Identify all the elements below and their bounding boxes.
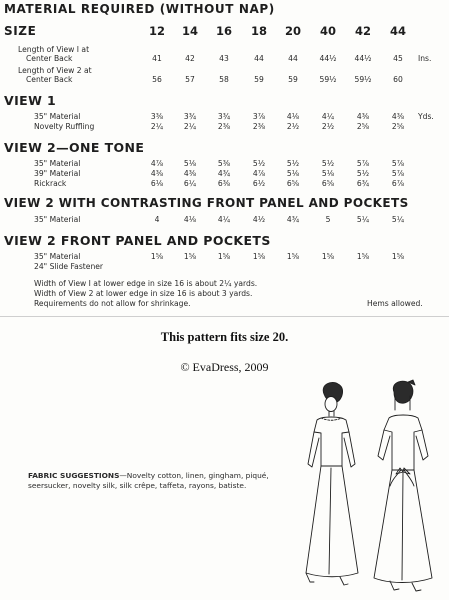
view1-ruffling-value: 2½ <box>321 122 335 131</box>
view1-material-label: 35" Material <box>34 112 81 121</box>
view2-material39-label: 39" Material <box>34 169 81 178</box>
view2-contrast-heading: VIEW 2 WITH CONTRASTING FRONT PANEL AND POCKETS <box>4 196 409 210</box>
view2-contrast-value: 4 <box>154 215 160 224</box>
view2-rickrack-value: 6½ <box>252 179 266 188</box>
size-col-18: 18 <box>250 24 268 38</box>
length-view2-value: 60 <box>393 75 403 84</box>
view2-material35-value: 5½ <box>252 159 266 168</box>
view2-material39-value: 4⅜ <box>183 169 197 178</box>
figure-back-view <box>374 380 432 591</box>
note-line-1: Width of View I at lower edge in size 16 is about 2¼ yards. <box>34 279 258 288</box>
size-col-20: 20 <box>284 24 302 38</box>
view2-material35-value: 5½ <box>321 159 335 168</box>
fit-note: This pattern fits size 20. <box>160 330 289 344</box>
view2-rickrack-label: Rickrack <box>34 179 67 188</box>
view2-panel-value: 1⅝ <box>286 252 300 261</box>
view2-material35-value: 5⅞ <box>391 159 405 168</box>
view2-panel-value: 1⅝ <box>252 252 266 261</box>
length-unit: Ins. <box>418 54 432 63</box>
view1-material-value: 3⅞ <box>252 112 266 121</box>
length-view1-value: 43 <box>219 54 229 63</box>
length-view2-label-1: Length of View 2 at <box>18 66 92 75</box>
view2-panel-heading: VIEW 2 FRONT PANEL AND POCKETS <box>4 233 271 248</box>
length-view1-label-1: Length of View I at <box>18 45 90 54</box>
view2-rickrack-value: 6⅝ <box>286 179 300 188</box>
view2-material35-value: 5⅛ <box>183 159 197 168</box>
figure-front-view <box>306 382 358 585</box>
copyright: © EvaDress, 2009 <box>180 360 269 374</box>
view2-contrast-label: 35" Material <box>34 215 81 224</box>
view2-contrast-value: 5 <box>325 215 331 224</box>
length-view1-label-2: Center Back <box>26 54 73 63</box>
view2-material39-value: 4⅜ <box>150 169 164 178</box>
size-col-44: 44 <box>389 24 407 38</box>
size-col-16: 16 <box>215 24 233 38</box>
length-view2-value: 59½ <box>319 75 337 84</box>
view2-panel-value: 1⅝ <box>321 252 335 261</box>
divider <box>0 316 449 317</box>
length-view1-value: 42 <box>185 54 195 63</box>
view1-ruffling-value: 2⅜ <box>217 122 231 131</box>
view2-material39-value: 4⅞ <box>252 169 266 178</box>
size-col-40: 40 <box>319 24 337 38</box>
view1-material-value: 4¼ <box>321 112 335 121</box>
size-col-14: 14 <box>181 24 199 38</box>
size-col-42: 42 <box>354 24 372 38</box>
view2-panel-value: 1⅝ <box>217 252 231 261</box>
length-view2-value: 59½ <box>354 75 372 84</box>
note-line-3: Requirements do not allow for shrinkage. <box>34 299 191 308</box>
view2-rickrack-value: 6¼ <box>183 179 197 188</box>
view2-rickrack-value: 6⅝ <box>321 179 335 188</box>
view1-ruffling-value: 2¼ <box>150 122 164 131</box>
view2-material39-value: 5⅛ <box>286 169 300 178</box>
length-view1-value: 45 <box>393 54 403 63</box>
view1-material-value: 3⅜ <box>150 112 164 121</box>
view1-material-value: 3¾ <box>217 112 231 121</box>
table-title: MATERIAL REQUIRED (WITHOUT NAP) <box>4 2 275 16</box>
view1-material-value: 4⅛ <box>286 112 300 121</box>
length-view2-value: 59 <box>288 75 298 84</box>
view2-contrast-value: 5¼ <box>356 215 370 224</box>
view2-material39-value: 5½ <box>356 169 370 178</box>
view2-material39-value: 5⅛ <box>321 169 335 178</box>
view2-heading: VIEW 2—ONE TONE <box>4 140 145 155</box>
view2-material39-value: 4¾ <box>217 169 231 178</box>
size-col-12: 12 <box>148 24 166 38</box>
view2-material35-label: 35" Material <box>34 159 81 168</box>
view1-ruffling-value: 2⅝ <box>356 122 370 131</box>
fabric-suggestions <box>28 471 290 491</box>
view2-material35-value: 5⅜ <box>217 159 231 168</box>
view2-rickrack-value: 6⅛ <box>150 179 164 188</box>
view1-ruffling-label: Novelty Ruffling <box>34 122 95 131</box>
length-view1-value: 44 <box>254 54 264 63</box>
view2-contrast-value: 4½ <box>252 215 266 224</box>
view2-panel-value: 1⅝ <box>183 252 197 261</box>
length-view1-value: 41 <box>152 54 162 63</box>
view2-contrast-value: 4¼ <box>217 215 231 224</box>
view1-heading: VIEW 1 <box>4 93 57 108</box>
view2-contrast-value: 4¾ <box>286 215 300 224</box>
view2-material35-value: 5⅞ <box>356 159 370 168</box>
view2-rickrack-value: 6⅜ <box>217 179 231 188</box>
view2-material35-value: 4⅞ <box>150 159 164 168</box>
view1-material-value: 4⅜ <box>391 112 405 121</box>
view2-panel-label: 35" Material <box>34 252 81 261</box>
view2-material35-value: 5½ <box>286 159 300 168</box>
length-view2-value: 58 <box>219 75 229 84</box>
view1-ruffling-value: 2½ <box>286 122 300 131</box>
view1-material-value: 4⅜ <box>356 112 370 121</box>
fashion-illustration <box>292 378 444 598</box>
fabric-text: —Novelty cotton, linen, gingham, piqué, seersucker, novelty silk, silk crêpe, taffeta, rayons, batiste. <box>28 471 269 490</box>
view2-panel-value: 1⅝ <box>150 252 164 261</box>
fastener-label: 24" Slide Fastener <box>34 262 104 271</box>
view2-contrast-value: 5¼ <box>391 215 405 224</box>
length-view1-value: 44½ <box>319 54 337 63</box>
view1-ruffling-value: 2⅜ <box>252 122 266 131</box>
view2-rickrack-value: 6¾ <box>356 179 370 188</box>
view2-contrast-value: 4⅛ <box>183 215 197 224</box>
fabric-title: FABRIC SUGGESTIONS <box>28 471 120 480</box>
view1-ruffling-value: 2¼ <box>183 122 197 131</box>
length-view2-value: 59 <box>254 75 264 84</box>
view2-material39-value: 5⅞ <box>391 169 405 178</box>
view2-panel-value: 1⅝ <box>356 252 370 261</box>
size-label: SIZE <box>4 24 37 38</box>
note-line-2: Width of View 2 at lower edge in size 16 is about 3 yards. <box>34 289 253 298</box>
length-view2-label-2: Center Back <box>26 75 73 84</box>
view2-panel-value: 1⅝ <box>391 252 405 261</box>
length-view1-value: 44 <box>288 54 298 63</box>
view1-material-value: 3¾ <box>183 112 197 121</box>
yards-unit: Yds. <box>418 112 434 121</box>
length-view2-value: 57 <box>185 75 195 84</box>
view1-ruffling-value: 2⅝ <box>391 122 405 131</box>
hems-note: Hems allowed. <box>367 299 423 308</box>
view2-rickrack-value: 6⅞ <box>391 179 405 188</box>
length-view1-value: 44½ <box>354 54 372 63</box>
length-view2-value: 56 <box>152 75 162 84</box>
